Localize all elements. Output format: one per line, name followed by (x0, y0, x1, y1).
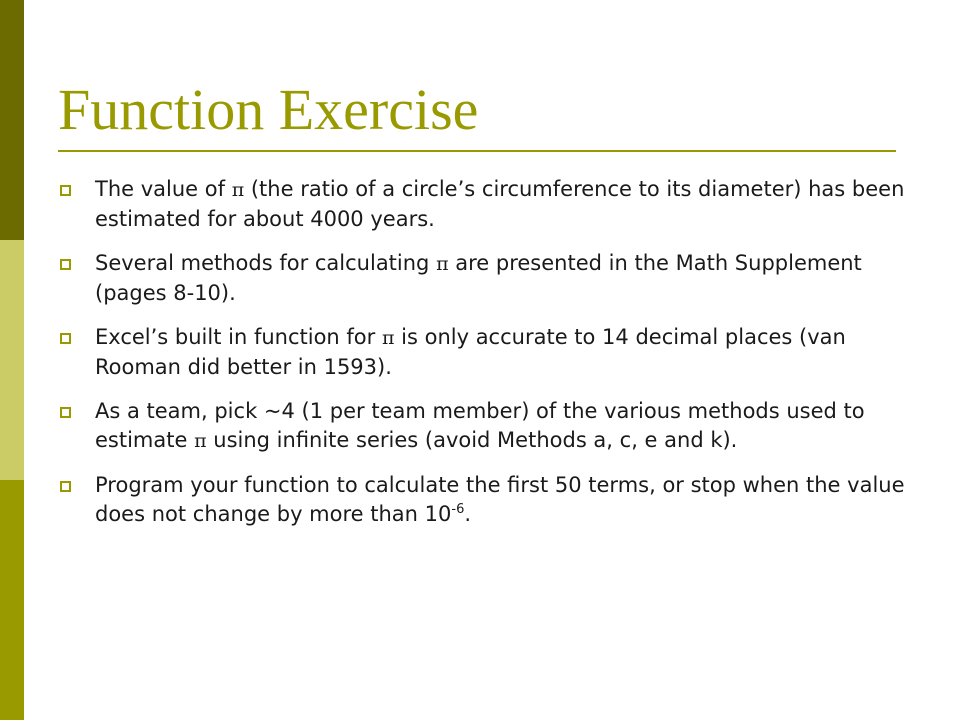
bullet-text-part: (the ratio of a circle’s circumference to its diameter) has been estimated for about 4000 years. (95, 177, 905, 231)
hollow-square-icon (60, 481, 71, 492)
sidebar-segment-top (0, 0, 24, 240)
hollow-square-icon (60, 185, 71, 196)
exponent: -6 (451, 502, 465, 517)
bullet-text-part: As a team, pick ~4 (1 per team member) of the various methods used to estimate (95, 399, 865, 452)
bullet-text-part: The value of (95, 177, 232, 201)
bullet-text-part: Program your function to calculate the first 50 terms, or stop when the value does not change by more than 10 (95, 473, 905, 526)
bullet-text-part: are presented in the Math Supplement (pages 8-10). (95, 251, 862, 305)
title-divider (58, 150, 896, 152)
bullet-item-3 (60, 323, 910, 382)
bullet-item-1 (60, 175, 910, 234)
hollow-square-icon (60, 259, 71, 270)
sidebar-segment-bottom (0, 480, 24, 720)
pi-symbol: π (436, 253, 449, 275)
pi-symbol: π (381, 327, 395, 349)
bullet-text-part: using infinite series (avoid Methods a, c, e and k). (206, 428, 738, 452)
hollow-square-icon (60, 407, 71, 418)
sidebar-segment-middle (0, 240, 24, 480)
pi-symbol: π (231, 179, 245, 201)
bullet-text-part: Several methods for calculating (95, 251, 437, 275)
bullet-text-part: . (464, 502, 472, 526)
bullet-list (60, 175, 910, 544)
bullet-item-5 (60, 471, 910, 529)
bullet-item-4 (60, 397, 910, 456)
bullet-text-part: is only accurate to 14 decimal places (van Rooman did better in 1593). (95, 325, 846, 379)
bullet-item-2 (60, 249, 910, 308)
slide-title: Function Exercise (58, 77, 479, 142)
hollow-square-icon (60, 333, 71, 344)
pi-symbol: π (194, 430, 207, 452)
bullet-text-part: Excel’s built in function for (95, 325, 382, 349)
